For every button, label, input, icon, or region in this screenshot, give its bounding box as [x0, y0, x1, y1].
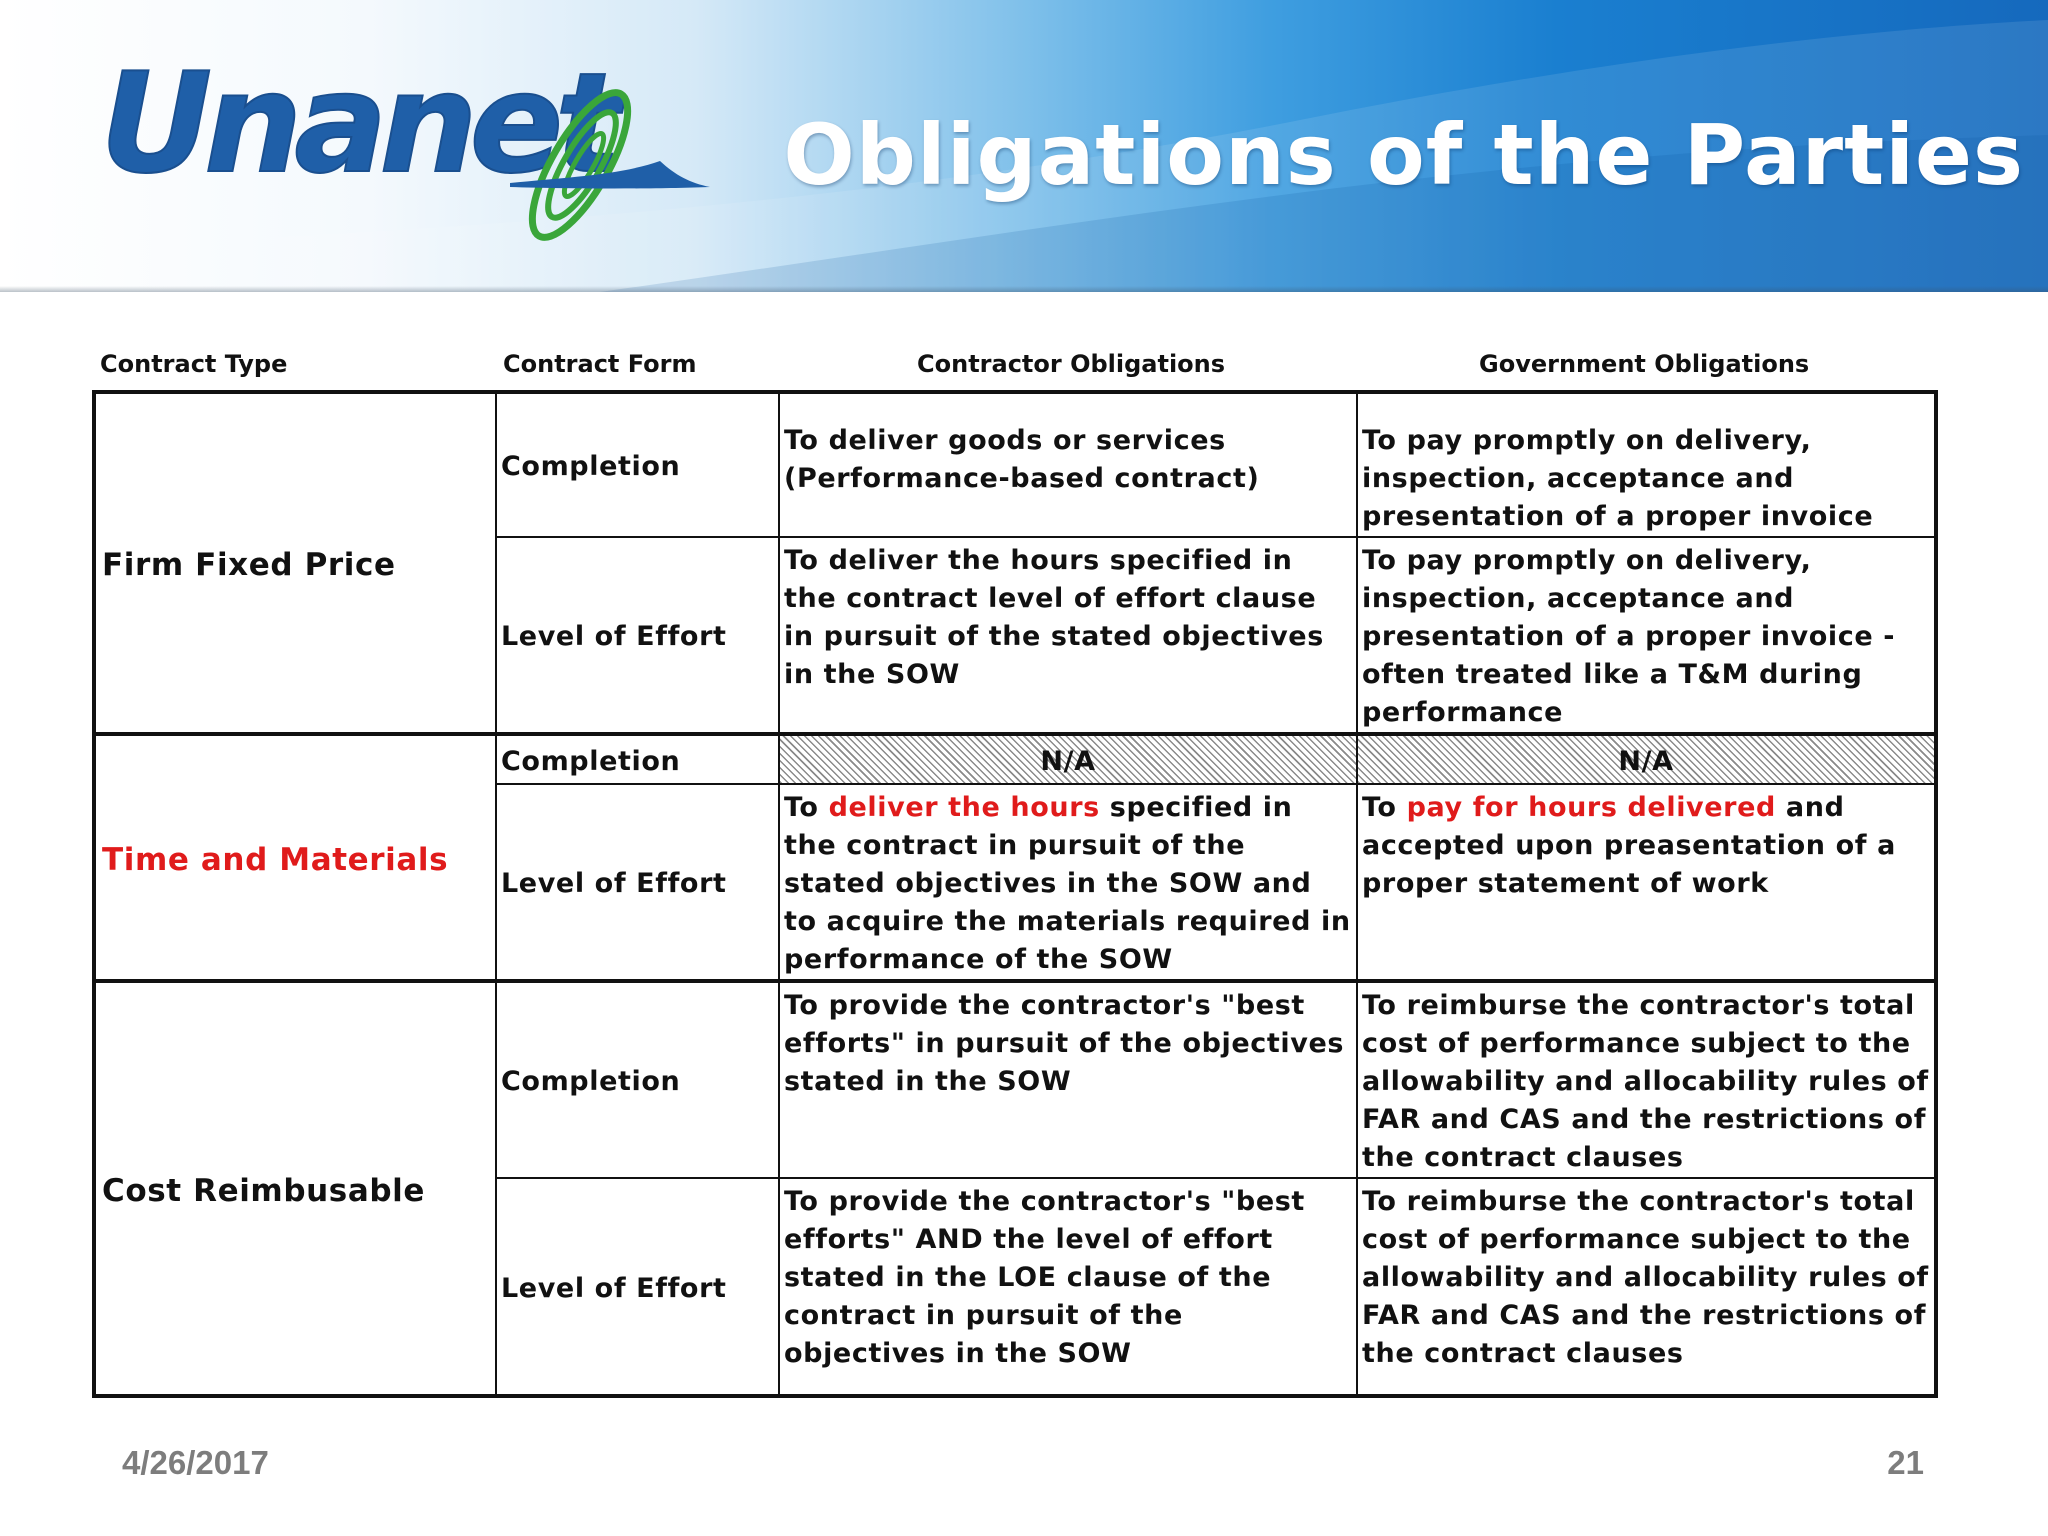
slide-date: 4/26/2017 [122, 1444, 269, 1481]
contract-form-cell: Completion [496, 981, 779, 1178]
contractor-obligation-cell: To deliver goods or services (Performance-based contract) [779, 392, 1357, 537]
obligation-text: and accepted upon preasentation of a proper statement of work [1362, 792, 1896, 899]
obligation-highlight: pay for hours delivered [1406, 792, 1776, 823]
column-header-contract-type: Contract Type [100, 350, 288, 378]
contractor-obligation-cell: To deliver the hours specified in the contract level of effort clause in pursuit of the stated objectives in the SOW [779, 537, 1357, 734]
table-row [94, 734, 1936, 784]
contract-type-time-and-materials: Time and Materials [94, 734, 496, 981]
column-header-government-obligations: Government Obligations [1479, 350, 1810, 378]
table-row [94, 981, 1936, 1178]
government-obligation-cell: To pay promptly on delivery, inspection, acceptance and presentation of a proper invoice - often treated like a T&M during performance [1357, 537, 1936, 734]
government-obligation-na-cell: N/A [1357, 734, 1936, 784]
obligation-text: To [784, 792, 829, 823]
contract-form-cell: Level of Effort [496, 537, 779, 734]
logo-wordmark: Unanet [100, 43, 614, 204]
contract-form-cell: Level of Effort [496, 784, 779, 981]
contract-form-cell: Level of Effort [496, 1178, 779, 1396]
contract-form-cell: Completion [496, 734, 779, 784]
slide-header [0, 0, 2048, 292]
contract-type-cost-reimbusable: Cost Reimbusable [94, 981, 496, 1396]
logo-swirl-icon [510, 65, 710, 255]
contractor-obligation-na-cell: N/A [779, 734, 1357, 784]
column-header-contract-form: Contract Form [503, 350, 697, 378]
contractor-obligation-cell: To provide the contractor's "best efforts" in pursuit of the objectives stated in the SOW [779, 981, 1357, 1178]
government-obligation-cell: To reimburse the contractor's total cost of performance subject to the allowability and allocability rules of FAR and CAS and the restrictions of the contract clauses [1357, 981, 1936, 1178]
contractor-obligation-cell [779, 784, 1357, 981]
contractor-obligation-cell: To provide the contractor's "best efforts" AND the level of effort stated in the LOE clause of the contract in pursuit of the objectives in the SOW [779, 1178, 1357, 1396]
page-title: Obligations of the Parties [783, 106, 2024, 204]
table-row [94, 392, 1936, 537]
obligation-text: specified in the contract in pursuit of the stated objectives in the SOW and to acquire the materials required in performance of the SOW [784, 792, 1351, 975]
unanet-logo [100, 43, 710, 255]
government-obligation-cell: To pay promptly on delivery, inspection, acceptance and presentation of a proper invoice [1357, 392, 1936, 537]
contract-form-cell: Completion [496, 392, 779, 537]
obligations-table [92, 390, 1938, 1398]
contract-type-firm-fixed-price: Firm Fixed Price [94, 392, 496, 734]
obligation-highlight: deliver the hours [828, 792, 1100, 823]
slide-number: 21 [1887, 1444, 1924, 1481]
government-obligation-cell: To reimburse the contractor's total cost of performance subject to the allowability and allocability rules of FAR and CAS and the restrictions of the contract clauses [1357, 1178, 1936, 1396]
column-header-contractor-obligations: Contractor Obligations [917, 350, 1226, 378]
government-obligation-cell [1357, 784, 1936, 981]
obligation-text: To [1362, 792, 1407, 823]
